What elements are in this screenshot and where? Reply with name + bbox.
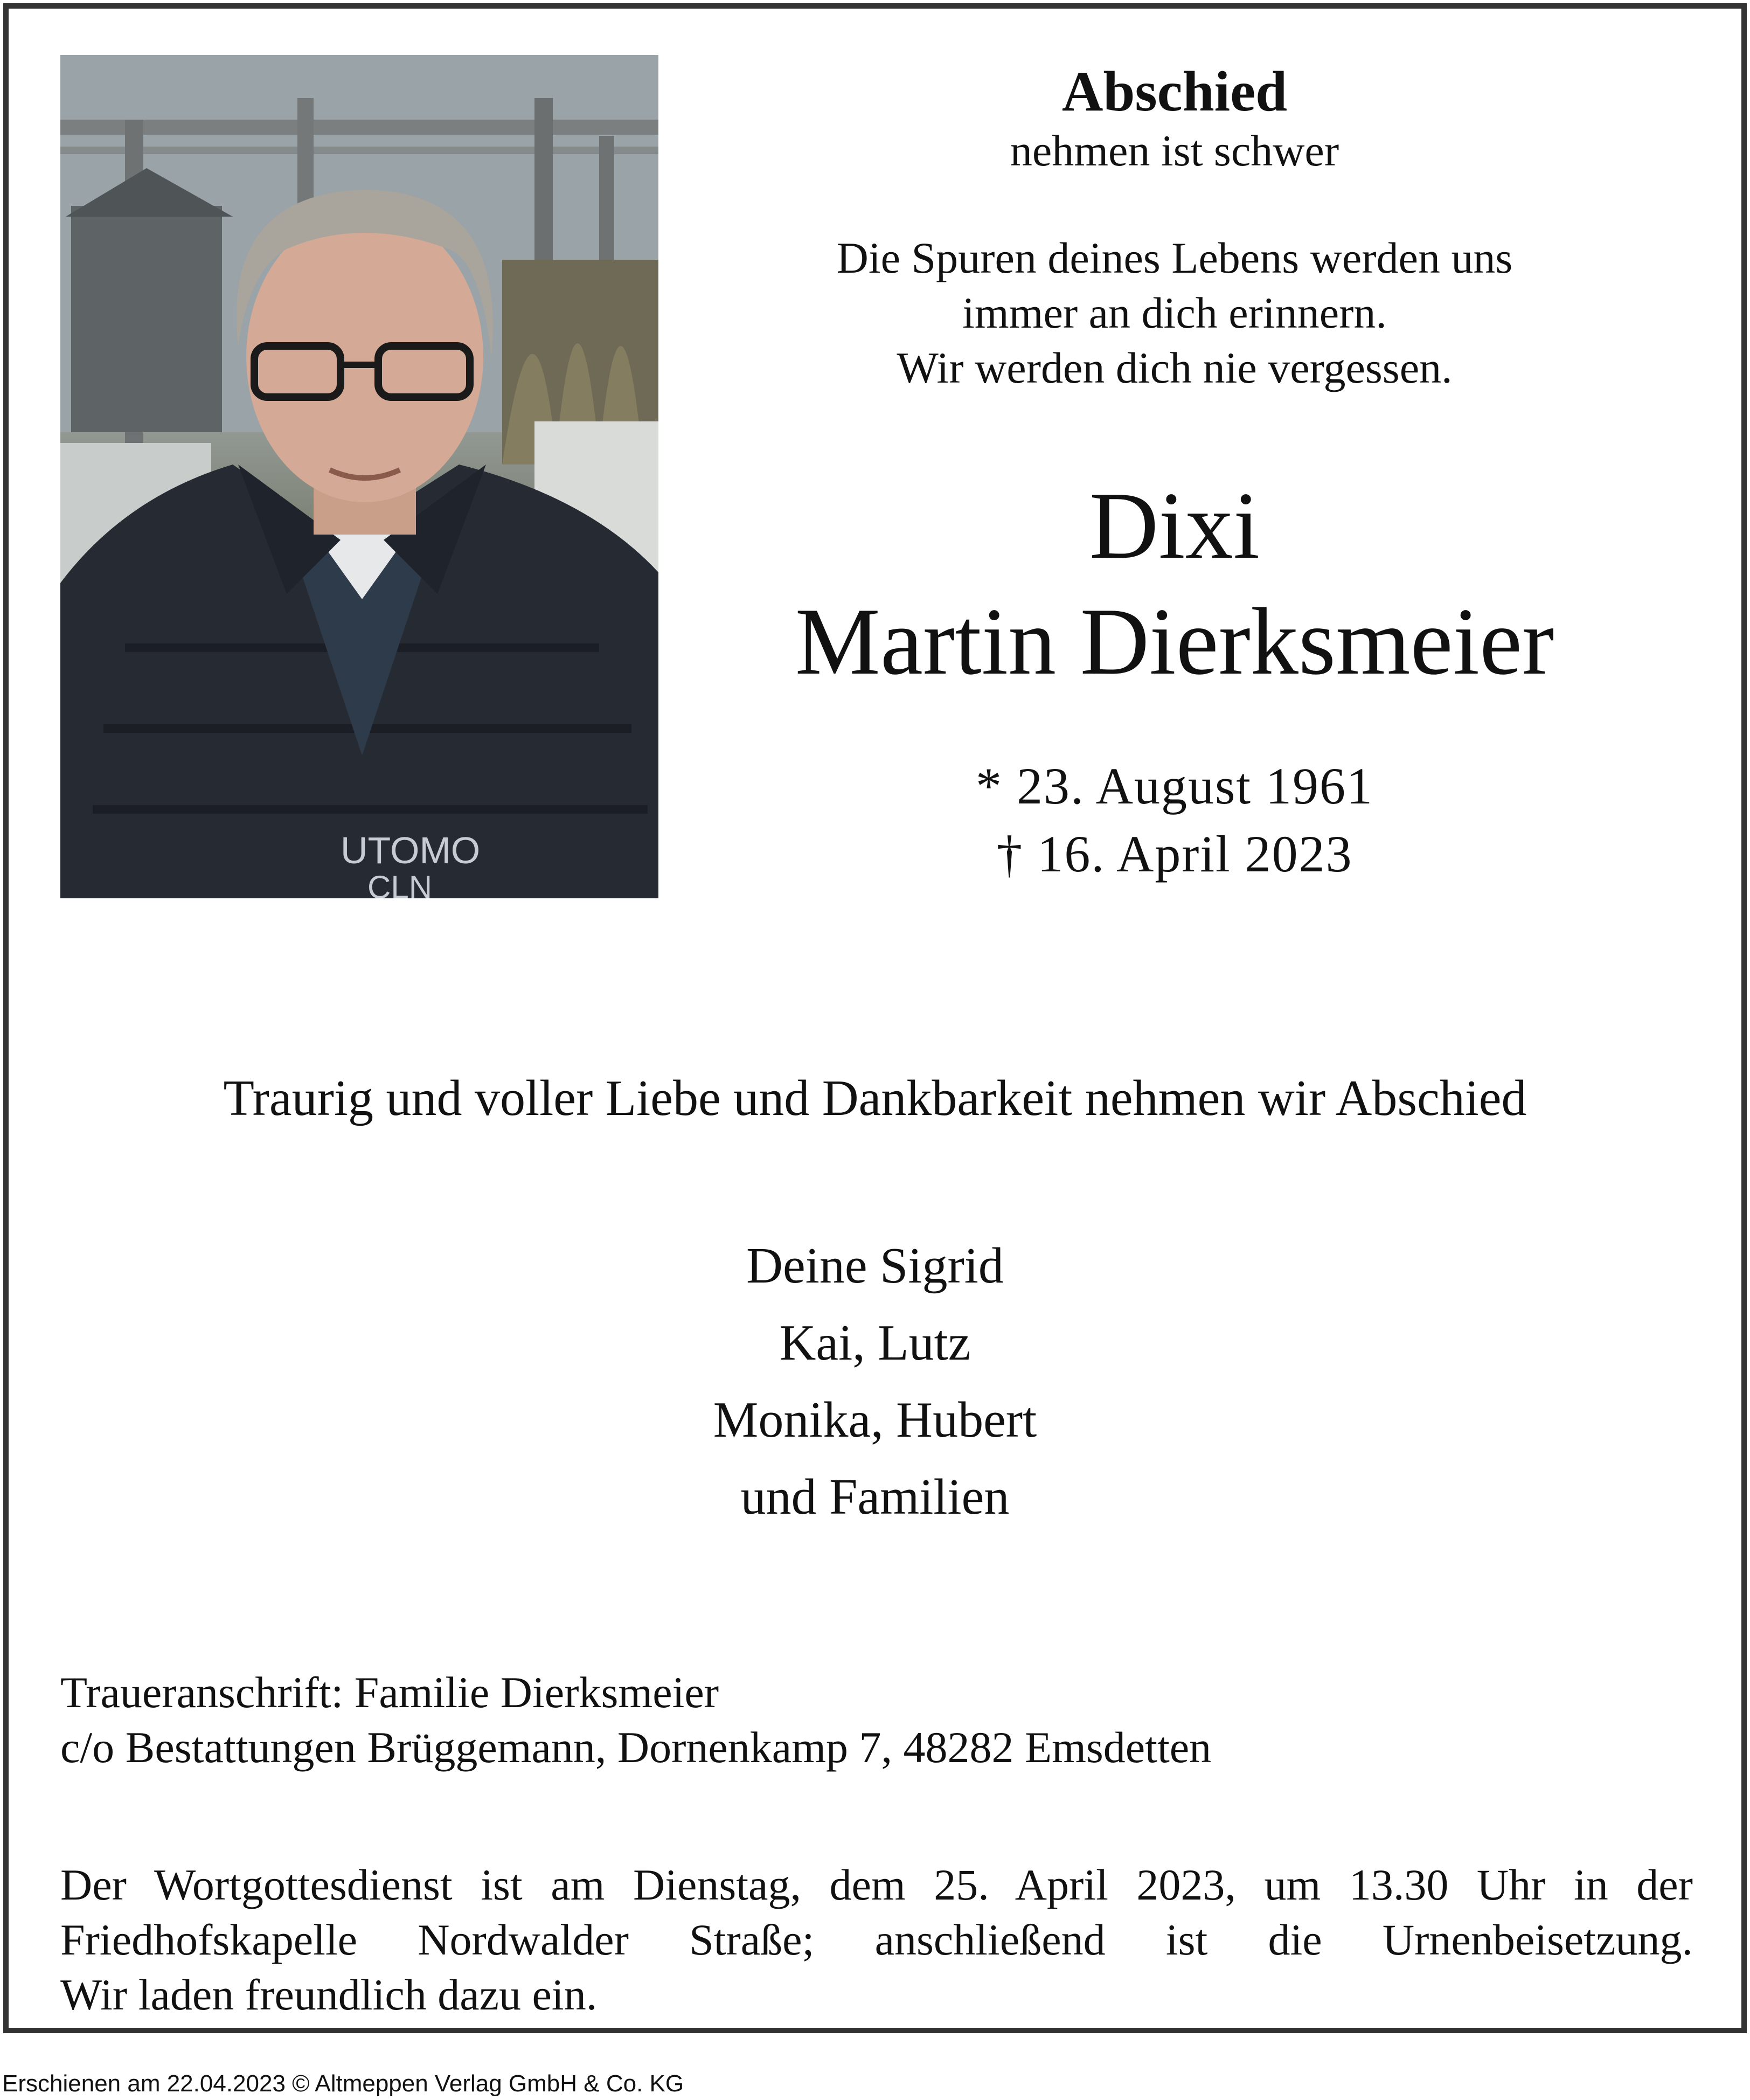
life-dates: [700, 752, 1649, 888]
mourner-line: Kai, Lutz: [779, 1315, 971, 1371]
service-line: Der Wortgottesdienst ist am Dienstag, dem 25. April 2023, um 13.30 Uhr in der: [60, 1860, 1693, 1909]
death-date: † 16. April 2023: [996, 825, 1353, 883]
deceased-full-name: Martin Dierksmeier: [795, 588, 1554, 695]
mourner-line: Deine Sigrid: [746, 1238, 1004, 1294]
jacket-text-1: UTOMO: [341, 829, 481, 871]
mourner-line: Monika, Hubert: [713, 1392, 1037, 1448]
service-line: Friedhofskapelle Nordwalder Straße; anschließend ist die Urnenbeisetzung.: [60, 1915, 1693, 1964]
publication-footer: Erschienen am 22.04.2023 © Altmeppen Verlag GmbH & Co. KG: [2, 2070, 684, 2097]
service-info: [60, 1858, 1693, 2022]
poem-line: immer an dich erinnern.: [962, 288, 1387, 337]
heading-abschied: Abschied: [1061, 60, 1288, 123]
address-line: c/o Bestattungen Brüggemann, Dornenkamp 7, 48282 Emsdetten: [60, 1723, 1212, 1772]
portrait-illustration: [60, 55, 658, 898]
poem-verse: [700, 231, 1649, 396]
deceased-nickname: Dixi: [1089, 472, 1260, 579]
subheading: nehmen ist schwer: [1010, 126, 1339, 175]
mourner-line: und Familien: [740, 1469, 1010, 1525]
poem-line: Die Spuren deines Lebens werden uns: [836, 233, 1513, 282]
mourning-statement: Traurig und voller Liebe und Dankbarkeit nehmen wir Abschied: [223, 1070, 1527, 1126]
jacket-text-2: CLN: [367, 869, 433, 898]
mourning-address: [60, 1665, 1677, 1775]
service-line: Wir laden freundlich dazu ein.: [60, 1970, 598, 2019]
birth-date: * 23. August 1961: [975, 757, 1374, 815]
poem-line: Wir werden dich nie vergessen.: [897, 343, 1453, 392]
mourners-list: [0, 1228, 1750, 1536]
portrait-photo: [60, 55, 658, 898]
address-line: Traueranschrift: Familie Dierksmeier: [60, 1668, 719, 1717]
